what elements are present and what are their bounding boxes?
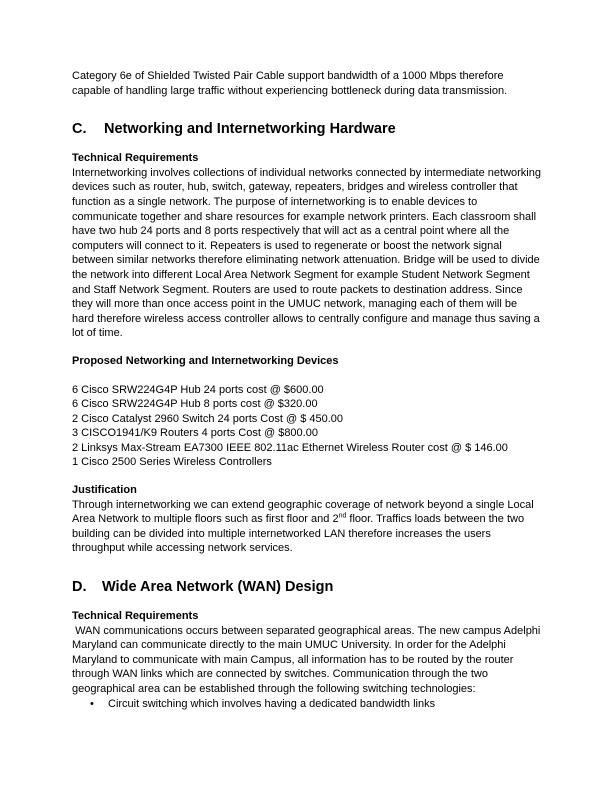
section-c-tech-req-heading: Technical Requirements xyxy=(72,152,199,165)
justification-heading: Justification xyxy=(72,484,137,497)
bullet-text: Circuit switching which involves having a dedicated bandwidth links xyxy=(108,697,436,710)
device-item: 2 Cisco Catalyst 2960 Switch 24 ports Cost @ $ 450.00 xyxy=(72,412,344,425)
device-item: 2 Linksys Max-Stream EA7300 IEEE 802.11ac Ethernet Wireless Router cost @ $ 146.00 xyxy=(72,441,508,454)
device-item: 6 Cisco SRW224G4P Hub 8 ports cost @ $320.00 xyxy=(72,398,318,411)
ordinal-suffix: nd xyxy=(338,512,347,520)
section-c-number: C. xyxy=(72,121,87,138)
justification-text-end: floor. Traffics loads between the two building can be divided into multiple internetworked LAN therefore increases the users throughput while accessing network services. xyxy=(72,513,525,555)
section-c-heading xyxy=(72,120,542,138)
bullet-item xyxy=(90,697,542,712)
section-d-title: Wide Area Network (WAN) Design xyxy=(102,579,334,596)
section-c-title: Networking and Internetworking Hardware xyxy=(104,121,396,138)
device-list xyxy=(72,383,542,471)
section-d-number: D. xyxy=(72,579,87,596)
section-d-tech-req-text: WAN communications occurs between separated geographical areas. The new campus Adelphi Maryland can communicate directly to the main UMUC University. In order for the Adelphi Maryland to communicate with main Campus, all information has to be routed by the router through WAN links which are connected by switches. Communication through the two geographical area can be established through the following switching technologies: xyxy=(72,624,544,695)
bullet-icon: • xyxy=(90,697,94,710)
document-page xyxy=(72,69,542,711)
section-d-heading xyxy=(72,578,542,596)
device-item: 3 CISCO1941/K9 Routers 4 ports Cost @ $800.00 xyxy=(72,427,318,440)
justification-text xyxy=(72,498,542,556)
justification-text-start: Through internetworking we can extend geographic coverage of network beyond a single Local Area Network to multiple floors such as first floor and 2 xyxy=(72,498,534,526)
device-item: 6 Cisco SRW224G4P Hub 24 ports cost @ $600.00 xyxy=(72,383,324,396)
intro-paragraph: Category 6e of Shielded Twisted Pair Cable support bandwidth of a 1000 Mbps therefore capable of handling large traffic without experiencing bottleneck during data transmission. xyxy=(72,70,508,97)
proposed-devices-heading: Proposed Networking and Internetworking Devices xyxy=(72,354,339,367)
section-d-tech-req-heading: Technical Requirements xyxy=(72,610,199,623)
section-c-tech-req-text: Internetworking involves collections of individual networks connected by intermediate networking devices such as router, hub, switch, gateway, repeaters, bridges and wireless controller that function as a single network. The purpose of internetworking is to enable devices to communicate together and share resources for example network printers. Each classroom shall have two hub 24 ports and 8 ports respectively that will act as a central point where all the computers will connect to it. Repeaters is used to regenerate or boost the network signal between similar networks therefore eliminating network attenuation. Bridge will be used to divide the network into different Local Area Network Segment for example Student Network Segment and Staff Network Segment. Routers are used to route packets to destination address. Since they will more than once access point in the UMUC network, managing each of them will be hard therefore wireless access controller allows to centrally configure and manage thus saving a lot of time. xyxy=(72,166,541,340)
device-item: 1 Cisco 2500 Series Wireless Controllers xyxy=(72,456,272,469)
